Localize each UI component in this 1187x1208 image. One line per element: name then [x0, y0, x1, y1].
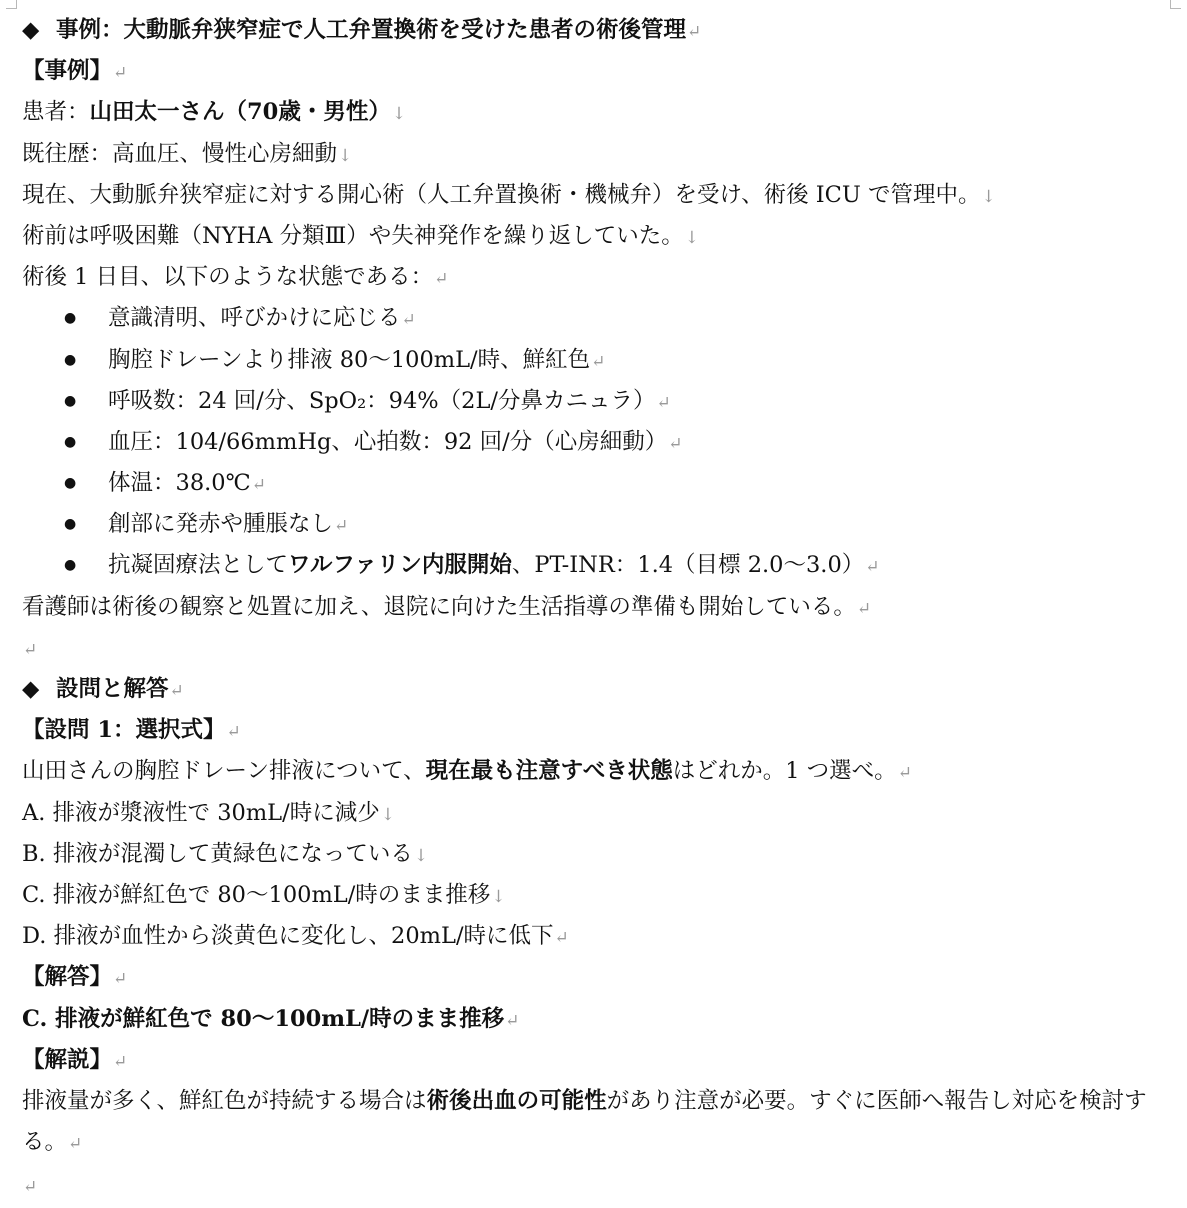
- case-label: [22, 51, 1182, 92]
- bullet-icon: ●: [64, 557, 77, 574]
- list-item-text: 呼吸数：24 回/分、SpO₂：94%（2L/分鼻カニュラ）: [108, 387, 656, 414]
- diamond-icon: ◆: [22, 17, 40, 43]
- paragraph-mark: ↵: [401, 310, 416, 331]
- diamond-icon: ◆: [22, 676, 40, 702]
- paragraph-mark: ↵: [687, 22, 702, 42]
- option-text: D. 排液が血性から淡黄色に変化し、20mL/時に低下: [22, 923, 554, 950]
- option-text: A. 排液が漿液性で 30mL/時に減少: [22, 799, 380, 826]
- case-heading: [22, 10, 1182, 51]
- list-item: [22, 298, 1182, 339]
- paragraph-mark: ↵: [656, 392, 671, 413]
- explain-pre: 排液量が多く、鮮紅色が持続する場合は: [22, 1087, 427, 1114]
- paragraph-mark: ↵: [23, 1177, 38, 1198]
- paragraph-mark: ↵: [865, 557, 880, 578]
- bullet-icon: ●: [64, 475, 77, 492]
- line-break-mark: ↓: [380, 804, 395, 825]
- paragraph-mark: ↵: [169, 681, 184, 701]
- bullet-icon: ●: [64, 433, 77, 450]
- bullet-icon: ●: [64, 351, 77, 368]
- option-a: [22, 793, 1182, 834]
- bullet-icon: ●: [64, 310, 77, 327]
- answer-label: [22, 957, 1182, 998]
- question-emphasis: 現在最も注意すべき状態: [425, 758, 673, 785]
- list-item: [22, 340, 1182, 381]
- line-break-mark: ↓: [338, 145, 353, 166]
- list-item: [22, 422, 1182, 463]
- paragraph-mark: ↵: [668, 433, 683, 454]
- explain-label-text: 【解説】: [22, 1046, 113, 1073]
- list-item-text: 胸腔ドレーンより排液 80〜100mL/時、鮮紅色: [108, 346, 591, 373]
- qa-heading: [22, 669, 1182, 710]
- paragraph-mark: ↵: [23, 639, 38, 660]
- paragraph-mark: ↵: [113, 63, 128, 84]
- anticoag-pre: 抗凝固療法として: [108, 552, 289, 579]
- list-item: [22, 381, 1182, 422]
- patient-name: 山田太一さん（70歳・男性）: [89, 99, 391, 126]
- paragraph-mark: ↵: [113, 969, 128, 990]
- answer-value: C. 排液が鮮紅色で 80〜100mL/時のまま推移: [22, 1005, 505, 1032]
- empty-paragraph: [22, 1165, 1182, 1206]
- explain-post: があり注意が必要。すぐに医師へ報告し対応を検討する。: [22, 1087, 1147, 1156]
- paragraph-mark: ↵: [334, 516, 349, 537]
- anticoag-post: 、PT-INR：1.4（目標 2.0〜3.0）: [511, 552, 865, 579]
- paragraph-mark: ↵: [434, 269, 449, 290]
- nurse-text: 看護師は術後の観察と処置に加え、退院に向けた生活指導の準備も開始している。: [22, 593, 856, 620]
- line-break-mark: ↓: [684, 227, 700, 248]
- list-item: [22, 504, 1182, 545]
- bullet-icon: ●: [64, 392, 77, 409]
- page-corner-mark-right: [1170, 0, 1181, 9]
- explain-emphasis: 術後出血の可能性: [426, 1087, 607, 1114]
- page-corner-mark-left: [6, 0, 17, 9]
- option-text: B. 排液が混濁して黄緑色になっている: [22, 840, 413, 867]
- empty-paragraph: [22, 628, 1182, 669]
- list-item-anticoag: [22, 545, 1182, 586]
- bullet-icon: ●: [64, 516, 77, 533]
- question-label-text: 【設問 1：選択式】: [22, 717, 226, 744]
- explain-label: [22, 1040, 1182, 1081]
- anticoag-drug: ワルファリン内服開始: [288, 552, 512, 579]
- line-break-mark: ↓: [491, 886, 506, 907]
- qa-heading-text: 設問と解答: [56, 676, 169, 702]
- question-label: [22, 710, 1182, 751]
- question-post: はどれか。1 つ選べ。: [672, 758, 897, 785]
- list-item-text: 体温：38.0℃: [108, 470, 251, 497]
- option-d: [22, 916, 1182, 957]
- day1-line: [22, 257, 1182, 298]
- list-item-text: 血圧：104/66mmHg、心拍数：92 回/分（心房細動）: [108, 428, 668, 455]
- preop-text: 術前は呼吸困難（NYHA 分類Ⅲ）や失神発作を繰り返していた。: [22, 222, 684, 249]
- list-item: [22, 463, 1182, 504]
- patient-prefix: 患者：: [22, 99, 90, 126]
- paragraph-mark: ↵: [113, 1051, 128, 1072]
- option-b: [22, 834, 1182, 875]
- paragraph-mark: ↵: [505, 1010, 520, 1031]
- current-text: 現在、大動脈弁狭窄症に対する開心術（人工弁置換術・機械弁）を受け、術後 ICU で管理中。: [22, 181, 981, 208]
- paragraph-mark: ↵: [251, 475, 267, 496]
- paragraph-mark: ↵: [68, 1134, 83, 1155]
- day1-text: 術後 1 日目、以下のような状態である：: [22, 264, 434, 291]
- answer-text: [22, 999, 1182, 1040]
- paragraph-mark: ↵: [226, 722, 241, 743]
- case-label-text: 【事例】: [22, 58, 113, 85]
- history-text: 既往歴：高血圧、慢性心房細動: [22, 140, 338, 167]
- current-line: [22, 175, 1182, 216]
- explain-text: [22, 1081, 1182, 1165]
- question-text: [22, 751, 1182, 792]
- paragraph-mark: ↵: [897, 763, 912, 784]
- document-body: [22, 10, 1182, 1206]
- history-line: [22, 134, 1182, 175]
- option-c: [22, 875, 1182, 916]
- list-item-text: 意識清明、呼びかけに応じる: [108, 305, 401, 332]
- paragraph-mark: ↵: [856, 598, 872, 619]
- nurse-line: [22, 587, 1182, 628]
- line-break-mark: ↓: [413, 845, 429, 866]
- line-break-mark: ↓: [981, 186, 996, 207]
- answer-label-text: 【解答】: [22, 964, 113, 991]
- preop-line: [22, 216, 1182, 257]
- list-item-text: 創部に発赤や腫脹なし: [108, 511, 334, 538]
- paragraph-mark: ↵: [554, 928, 569, 949]
- patient-line: [22, 92, 1182, 133]
- line-break-mark: ↓: [391, 104, 407, 125]
- case-heading-text: 事例：大動脈弁狭窄症で人工弁置換術を受けた患者の術後管理: [56, 17, 687, 43]
- option-text: C. 排液が鮮紅色で 80〜100mL/時のまま推移: [22, 881, 491, 908]
- paragraph-mark: ↵: [591, 351, 606, 372]
- question-pre: 山田さんの胸腔ドレーン排液について、: [22, 758, 426, 785]
